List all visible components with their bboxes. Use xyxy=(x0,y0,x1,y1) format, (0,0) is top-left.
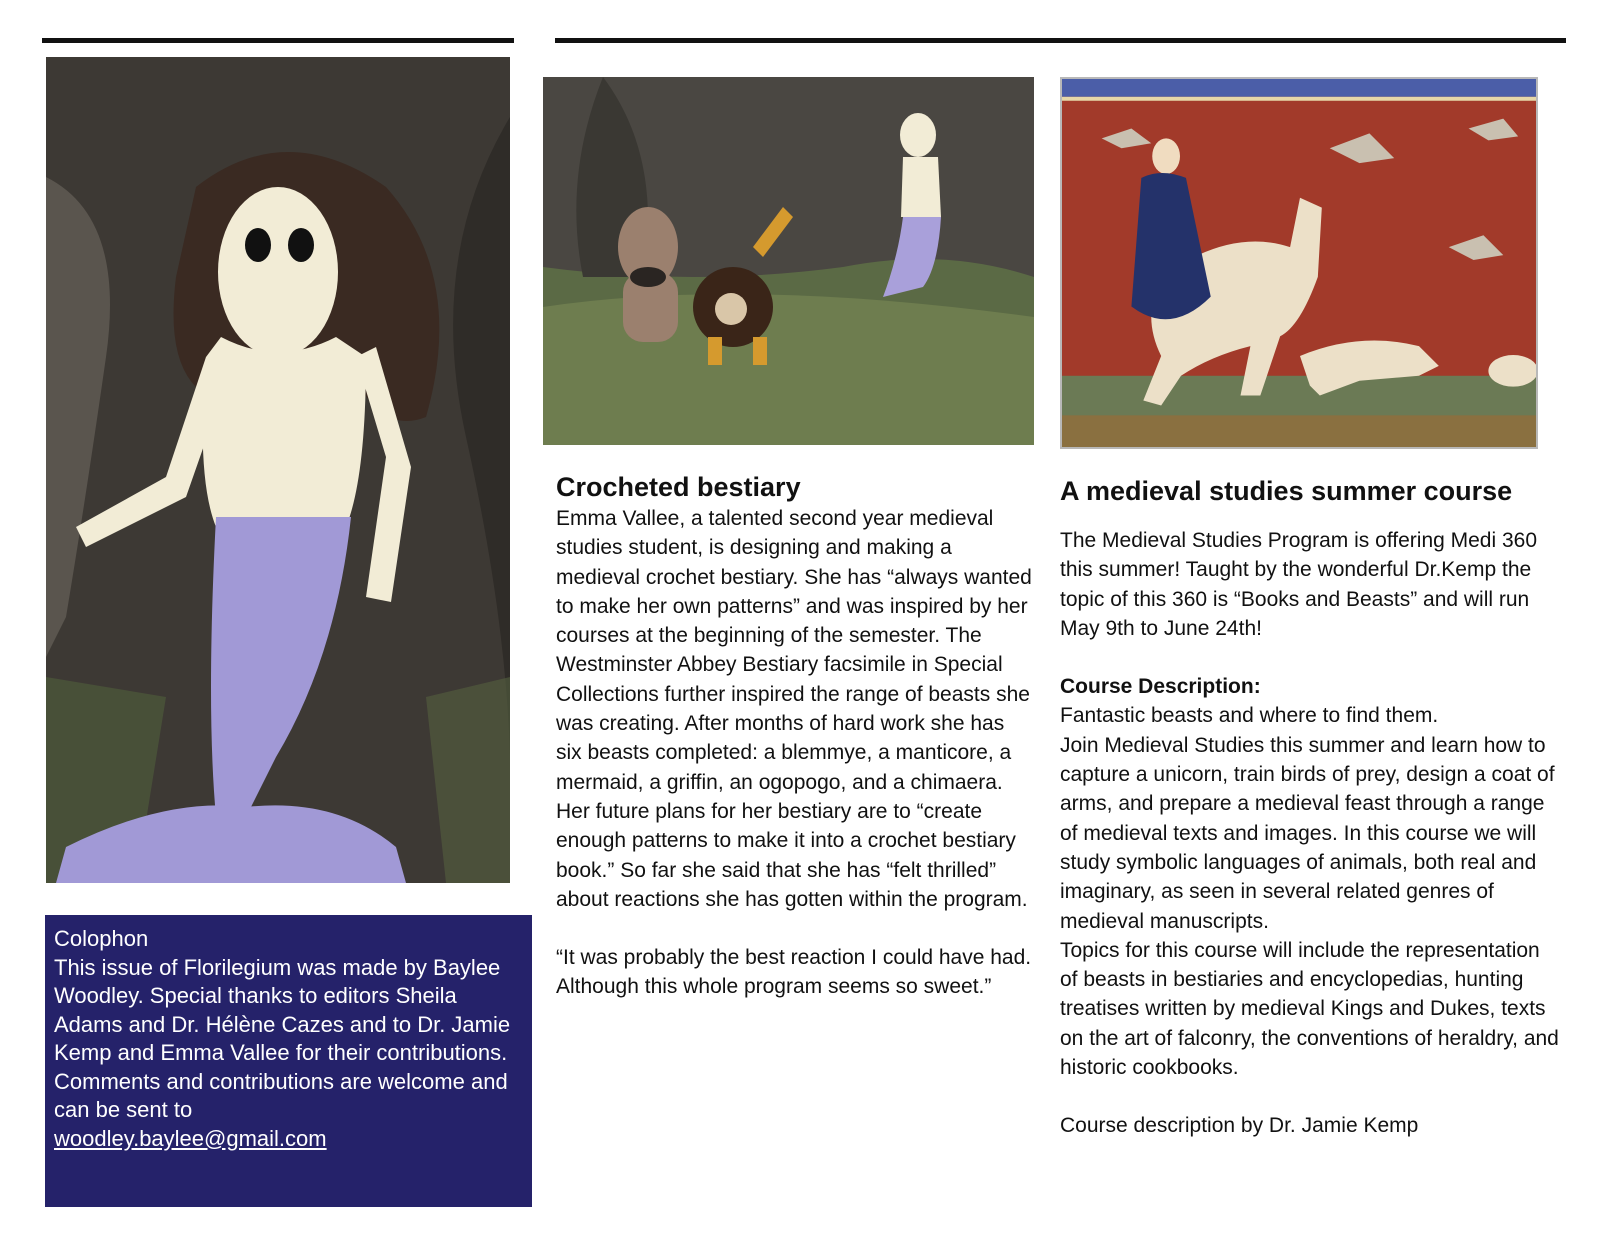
course-tagline: Fantastic beasts and where to find them. xyxy=(1060,704,1439,728)
top-rule-left xyxy=(42,38,514,43)
colophon-body: This issue of Florilegium was made by Baylee Woodley. Special thanks to editors Sheila Adams and Dr. Hélène Cazes and to Dr. Jamie Kemp and Emma Vallee for their contributions. xyxy=(54,954,511,1065)
course-paragraph-1: Join Medieval Studies this summer and learn how to capture a unicorn, train birds of prey, design a coat of arms, and prepare a medieval feast through a range of medieval texts and images. In this course we will study symbolic languages of animals, both real and imaginary, as seen in several related genres of medieval manuscripts. xyxy=(1060,733,1555,933)
paragraph-spacer xyxy=(556,914,1034,943)
crocheted-beasts-graphic xyxy=(543,77,1034,445)
bestiary-paragraph-2: Her future plans for her bestiary are to “create enough patterns to make it into a crochet bestiary book.” So far she said that she has “felt thrilled” about reactions she has gotten within the program. xyxy=(556,799,1028,911)
course-paragraph-2: Topics for this course will include the representation of beasts in bestiaries and encyclopedias, hunting treatises written by medieval Kings and Dukes, texts on the art of falconry, the conventions of heraldry, and historic cookbooks. xyxy=(1060,938,1559,1080)
colophon-box xyxy=(45,915,532,1207)
mermaid-photo-graphic xyxy=(46,57,510,883)
colophon-email-link[interactable]: woodley.baylee@gmail.com xyxy=(54,1125,327,1151)
course-intro: The Medieval Studies Program is offering Medi 360 this summer! Taught by the wonderful Dr.Kemp the topic of this 360 is “Books and Beasts” and will run May 9th to June 24th! xyxy=(1060,529,1538,640)
bestiary-article-title: Crocheted bestiary xyxy=(556,472,801,502)
bestiary-paragraph-1: Emma Vallee, a talented second year medieval studies student, is designing and making a medieval crochet bestiary. She has “always wanted to make her own patterns” and was inspired by her courses at the beginning of the semester. The Westminster Abbey Bestiary facsimile in Special Collections further inspired the range of beasts she was creating. After months of hard work she has six beasts completed: a blemmye, a manticore, a mermaid, a griffin, an ogopogo, and a chimaera. xyxy=(556,507,1032,794)
course-article xyxy=(1060,474,1560,1141)
colophon-heading: Colophon xyxy=(54,926,149,951)
manuscript-illustration-photo xyxy=(1060,77,1538,449)
course-credit: Course description by Dr. Jamie Kemp xyxy=(1060,1114,1419,1138)
paragraph-spacer xyxy=(1060,1082,1560,1111)
mermaid-photo xyxy=(46,57,510,883)
top-rule-right xyxy=(555,38,1566,43)
manuscript-illustration-graphic xyxy=(1062,79,1536,447)
bestiary-article xyxy=(556,470,1034,1002)
course-description-heading: Course Description: xyxy=(1060,675,1261,699)
bestiary-quote: “It was probably the best reaction I could have had. Although this whole program seems so sweet.” xyxy=(556,946,1032,999)
crocheted-beasts-photo xyxy=(543,77,1034,445)
paragraph-spacer xyxy=(1060,643,1560,672)
course-article-title: A medieval studies summer course xyxy=(1060,476,1513,506)
colophon-contact-text: Comments and contributions are welcome and can be sent to xyxy=(54,1068,508,1122)
